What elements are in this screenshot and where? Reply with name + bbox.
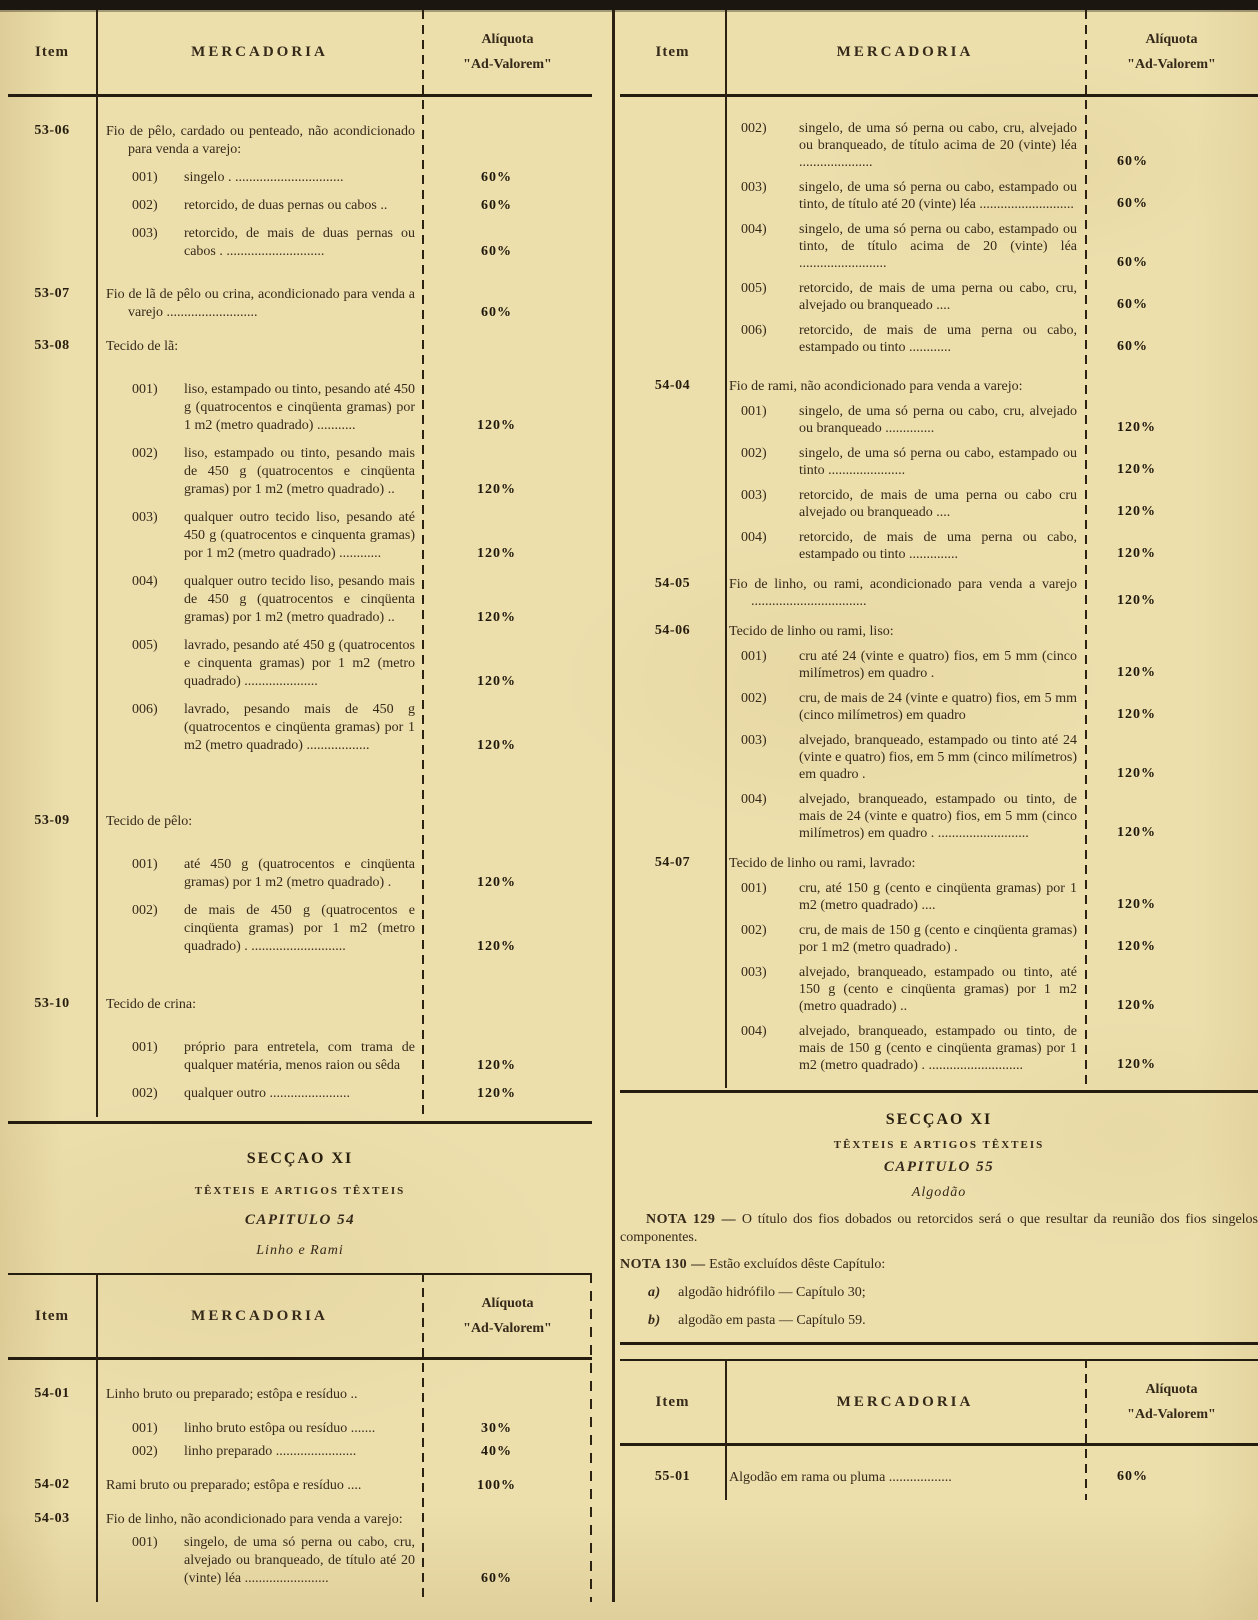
table-row [620,732,1258,783]
merchandise-cell [96,701,423,755]
divider-line [620,1342,1258,1345]
subitem-number: 005) [741,281,767,296]
advalorem-rate: 120% [1117,462,1156,477]
table-row [620,322,1258,356]
section-title: SECÇAO XI [885,1111,993,1128]
merchandise-text: Fio de lã de pêlo ou crina, acondicionado para venda a varejo .......................... [106,287,415,320]
advalorem-rate [1085,639,1258,640]
table-header [620,1359,1258,1446]
advalorem-rate [423,158,592,159]
header-mercadoria: MERCADORIA [191,1307,328,1324]
merchandise-text: retorcido, de mais de uma perna ou cabo, estampado ou tinto .............. [799,530,1077,562]
merchandise-cell [96,123,423,159]
subitem-number: 002) [741,446,767,461]
tariff-table-chapter53 [8,10,592,1117]
merchandise-text: Tecido de pêlo: [106,814,193,829]
table-row [620,1469,1258,1486]
merchandise-text: singelo . ............................... [184,170,344,185]
merchandise-cell [96,813,423,831]
merchandise-cell [96,225,423,261]
subitem-number: 006) [741,323,767,338]
table-row [620,964,1258,1015]
merchandise-text: Linho bruto ou preparado; estôpa e resíduo .. [106,1387,358,1402]
item-column-rule [96,1273,98,1602]
subitem-number: 003) [741,488,767,503]
column-divider-line [612,10,615,1602]
merchandise-cell [725,280,1085,314]
advalorem-rate: 120% [1117,897,1156,912]
merchandise-text: singelo, de uma só perna ou cabo, estampado ou tinto ...................... [799,446,1077,478]
item-column-rule [725,1359,727,1500]
merchandise-text: singelo, de uma só perna ou cabo, estampado ou tinto, de título até 20 (vinte) léa ........................... [799,180,1077,212]
subitem-number: 003) [741,180,767,195]
item-code: 53-09 [34,813,70,828]
header-item: Item [35,1307,69,1324]
merchandise-text: Algodão em rama ou pluma .................. [729,1470,952,1485]
merchandise-text: cru, de mais de 150 g (cento e cinqüenta gramas) por 1 m2 (metro quadrado) . [799,923,1077,955]
header-aliquota-line2: "Ad-Valorem" [463,57,552,72]
merchandise-cell [725,487,1085,521]
advalorem-rate: 60% [481,1571,512,1586]
advalorem-rate: 120% [477,875,516,890]
merchandise-text: cru até 24 (vinte e quatro) fios, em 5 mm (cinco milímetros) em quadro . [799,649,1077,681]
table-row [620,221,1258,272]
item-code: 54-06 [654,623,691,638]
merchandise-cell [96,509,423,563]
header-item: Item [655,43,690,60]
subitem-number: 001) [741,404,767,419]
section-subtitle: TÊXTEIS E ARTIGOS TÊXTEIS [194,1185,406,1197]
table-body [620,1446,1258,1500]
merchandise-text: singelo, de uma só perna ou cabo, estampado ou tinto, de título acima de 20 (vinte) léa ......................... [799,222,1077,271]
header-item: Item [35,43,69,60]
item-code: 54-02 [34,1477,70,1492]
advalorem-rate: 100% [477,1478,516,1493]
merchandise-text: singelo, de uma só perna ou cabo, cru, alvejado ou branqueado, de título até 20 (vinte) léa ........................ [184,1535,415,1586]
advalorem-rate: 60% [1117,255,1148,270]
chapter-note [620,1312,1258,1330]
advalorem-rate: 120% [1117,1057,1156,1072]
advalorem-rate: 60% [1117,154,1148,169]
merchandise-cell [725,791,1085,842]
header-aliquota-line2: "Ad-Valorem" [1127,1407,1216,1422]
subitem-number: 002) [132,1444,158,1459]
subitem-number: 005) [132,638,158,653]
merchandise-cell [725,1469,1085,1486]
tariff-table-chapter54-cont [620,10,1258,1088]
item-code: 55-01 [654,1469,691,1484]
advalorem-rate: 30% [481,1421,512,1436]
item-code: 53-10 [34,996,70,1011]
table-row [620,120,1258,171]
chapter-title: CAPITULO 55 [883,1159,995,1175]
merchandise-text: até 450 g (quatrocentos e cinqüenta gramas) por 1 m2 (metro quadrado) . [184,857,415,890]
note-label: a) [648,1285,661,1300]
merchandise-text: singelo, de uma só perna ou cabo, cru, alvejado ou branqueado .............. [799,404,1077,436]
merchandise-cell [725,221,1085,272]
header-aliquota [423,27,592,77]
subitem-number: 001) [741,649,767,664]
merchandise-text: cru, até 150 g (cento e cinqüenta gramas) por 1 m2 (metro quadrado) .... [799,881,1077,913]
advalorem-rate: 120% [477,418,516,433]
merchandise-cell [725,576,1085,610]
advalorem-rate: 60% [481,198,512,213]
advalorem-rate: 120% [477,674,516,689]
merchandise-cell [96,902,423,956]
table-row [620,179,1258,213]
merchandise-text: retorcido, de mais de uma perna ou cabo, cru, alvejado ou branqueado .... [799,281,1077,313]
subitem-number: 003) [741,965,767,980]
item-code: 53-08 [34,338,70,353]
note-label: NOTA 130 — [620,1257,706,1272]
advalorem-rate: 60% [1117,196,1148,211]
advalorem-rate: 120% [477,546,516,561]
subitem-number: 001) [132,382,158,397]
chapter-name: Algodão [911,1185,967,1200]
table-right-edge-dashed [590,1273,592,1602]
merchandise-cell [725,732,1085,783]
advalorem-rate: 60% [1117,297,1148,312]
section-heading-ch55 [620,1111,1258,1201]
merchandise-cell [725,378,1085,395]
chapter-note [620,1256,1258,1274]
subitem-number: 003) [132,226,158,241]
merchandise-text: retorcido, de mais de uma perna ou cabo cru alvejado ou branqueado .... [799,488,1077,520]
tariff-table-chapter55 [620,1359,1258,1500]
merchandise-text: liso, estampado ou tinto, pesando mais de 450 g (quatrocentos e cinqüenta gramas) por 1 m2 (metro quadrado) .. [184,446,415,497]
merchandise-cell [96,996,423,1014]
table-row [620,403,1258,437]
merchandise-text: alvejado, branqueado, estampado ou tinto até 24 (vinte e quatro) fios, em 5 mm (cinco milímetros) em quadro . [799,733,1077,782]
merchandise-cell [725,1023,1085,1074]
merchandise-cell [96,1534,423,1588]
merchandise-text: Tecido de linho ou rami, liso: [729,624,894,639]
advalorem-rate: 120% [1117,546,1156,561]
merchandise-text: Tecido de lã: [106,339,179,354]
merchandise-text: Fio de pêlo, cardado ou penteado, não acondicionado para venda a varejo: [106,124,415,157]
table-row [620,791,1258,842]
header-aliquota-line1: Alíquota [1145,32,1198,47]
merchandise-text: Fio de linho, ou rami, acondicionado para venda a varejo ................................. [729,577,1077,609]
item-code: 54-01 [34,1386,70,1401]
chapter-notes [620,1211,1258,1330]
advalorem-rate: 120% [1117,420,1156,435]
subitem-number: 002) [741,923,767,938]
subitem-number: 004) [741,792,767,807]
merchandise-text: Rami bruto ou preparado; estôpa e resíduo .... [106,1478,362,1493]
advalorem-rate [1085,394,1258,395]
subitem-number: 001) [132,170,158,185]
advalorem-rate: 120% [1117,707,1156,722]
merchandise-text: qualquer outro tecido liso, pesando mais de 450 g (quatrocentos e cinqüenta gramas) por 1 m2 (metro quadrado) .. [184,574,415,625]
merchandise-text: liso, estampado ou tinto, pesando até 450 g (quatrocentos e cinqüenta gramas) por 1 m2 (metro quadrado) ........... [184,382,415,433]
subitem-number: 002) [132,446,158,461]
scan-top-edge [0,0,1258,10]
table-row [620,280,1258,314]
merchandise-cell [96,1085,423,1103]
subitem-number: 003) [132,510,158,525]
advalorem-rate: 120% [477,939,516,954]
merchandise-text: próprio para entretela, com trama de qualquer matéria, menos raion ou sêda [184,1040,415,1073]
rate-column-rule-dashed [422,1273,424,1602]
advalorem-rate [1085,871,1258,872]
advalorem-rate [423,830,592,831]
header-mercadoria: MERCADORIA [191,43,328,60]
advalorem-rate: 120% [1117,998,1156,1013]
advalorem-rate: 120% [477,1086,516,1101]
header-item: Item [655,1393,690,1410]
merchandise-text: alvejado, branqueado, estampado ou tinto, até 150 g (cento e cinqüenta gramas) por 1 m2 (metro quadrado) .. [799,965,1077,1014]
merchandise-cell [96,338,423,356]
subitem-number: 003) [741,733,767,748]
table-header [620,10,1258,97]
chapter-title: CAPITULO 54 [244,1212,356,1228]
subitem-number: 001) [132,1421,158,1436]
advalorem-rate: 120% [477,738,516,753]
advalorem-rate: 120% [477,610,516,625]
rate-column-rule-dashed [1085,1359,1087,1500]
note-label: NOTA 129 — [646,1212,737,1227]
merchandise-text: retorcido, de mais de duas pernas ou cabos . ............................ [184,226,415,259]
subitem-number: 004) [132,574,158,589]
merchandise-text: singelo, de uma só perna ou cabo, cru, alvejado ou branqueado, de título acima de 20 (vinte) léa ..................... [799,121,1077,170]
advalorem-rate [423,1403,592,1404]
merchandise-cell [96,1511,423,1529]
note-text: Estão excluídos dêste Capítulo: [709,1257,886,1272]
advalorem-rate: 120% [1117,825,1156,840]
table-row [620,855,1258,872]
header-aliquota [423,1291,592,1341]
header-aliquota-line2: "Ad-Valorem" [1127,57,1216,72]
section-subtitle: TÊXTEIS E ARTIGOS TÊXTEIS [833,1139,1045,1151]
subitem-number: 002) [132,1086,158,1101]
merchandise-cell [725,855,1085,872]
merchandise-text: lavrado, pesando até 450 g (quatrocentos e cinquenta gramas) por 1 m2 (metro quadrado) ..................... [184,638,415,689]
header-aliquota-line1: Alíquota [1145,1382,1198,1397]
note-text: O título dos fios dobados ou retorcidos será o que resultar da reunião dos fios singelos componentes. [620,1212,1258,1245]
merchandise-cell [96,1386,423,1404]
note-label: b) [648,1313,661,1328]
merchandise-cell [96,573,423,627]
tariff-table-chapter54 [8,1273,592,1602]
rate-column-rule-dashed [422,10,424,1117]
merchandise-cell [725,179,1085,213]
chapter-name: Linho e Rami [256,1243,344,1258]
item-code: 54-05 [654,576,691,591]
table-row [620,648,1258,682]
merchandise-text: linho bruto estôpa ou resíduo ....... [184,1421,376,1436]
divider-line [620,1090,1258,1093]
merchandise-cell [725,922,1085,956]
merchandise-cell [96,1477,423,1495]
subitem-number: 001) [132,857,158,872]
merchandise-text: qualquer outro ....................... [184,1086,351,1101]
merchandise-cell [725,690,1085,724]
merchandise-cell [96,445,423,499]
rate-column-rule-dashed [1085,10,1087,1088]
merchandise-text: retorcido, de duas pernas ou cabos .. [184,198,388,213]
advalorem-rate [423,1528,592,1529]
merchandise-text: lavrado, pesando mais de 450 g (quatrocentos e cinqüenta gramas) por 1 m2 (metro quadrado) .................. [184,702,415,753]
subitem-number: 004) [741,222,767,237]
advalorem-rate: 120% [1117,665,1156,680]
merchandise-cell [96,381,423,435]
advalorem-rate: 60% [1117,339,1148,354]
item-code: 54-03 [34,1511,70,1526]
table-row [620,576,1258,610]
merchandise-cell [725,623,1085,640]
merchandise-cell [96,637,423,691]
merchandise-text: retorcido, de mais de uma perna ou cabo, estampado ou tinto ............ [799,323,1077,355]
merchandise-text: alvejado, branqueado, estampado ou tinto, de mais de 150 g (cento e cinqüenta gramas) por 1 m2 (metro quadrado) . ........................... [799,1024,1077,1073]
advalorem-rate: 60% [481,305,512,320]
subitem-number: 001) [741,881,767,896]
merchandise-cell [725,964,1085,1015]
item-column-rule [725,10,727,1088]
merchandise-cell [96,286,423,322]
advalorem-rate: 60% [481,170,512,185]
chapter-note [620,1284,1258,1302]
header-aliquota-line2: "Ad-Valorem" [463,1321,552,1336]
merchandise-text: Tecido de linho ou rami, lavrado: [729,856,916,871]
header-mercadoria: MERCADORIA [836,1393,974,1410]
subitem-number: 002) [132,903,158,918]
subitem-number: 004) [741,1024,767,1039]
merchandise-cell [725,322,1085,356]
section-heading-ch54 [8,1150,592,1259]
left-column [8,10,592,1602]
advalorem-rate [423,1013,592,1014]
advalorem-rate: 120% [477,482,516,497]
item-code: 54-04 [654,378,691,393]
subitem-number: 001) [132,1535,158,1550]
table-row [620,1023,1258,1074]
merchandise-cell [96,169,423,187]
subitem-number: 002) [741,121,767,136]
header-aliquota [1085,1377,1258,1427]
subitem-number: 002) [132,198,158,213]
table-row [620,922,1258,956]
merchandise-cell [96,197,423,215]
merchandise-text: qualquer outro tecido liso, pesando até 450 g (quatrocentos e cinquenta gramas) por 1 m2 (metro quadrado) ............ [184,510,415,561]
table-row [620,445,1258,479]
merchandise-text: Fio de rami, não acondicionado para venda a varejo: [729,379,1023,394]
item-column-rule [96,10,98,1117]
table-row [620,690,1258,724]
advalorem-rate: 120% [1117,939,1156,954]
table-row [620,880,1258,914]
subitem-number: 004) [741,530,767,545]
merchandise-text: cru, de mais de 24 (vinte e quatro) fios, em 5 mm (cinco milímetros) em quadro [799,691,1077,723]
merchandise-cell [96,856,423,892]
table-body [620,97,1258,1088]
merchandise-cell [725,880,1085,914]
advalorem-rate: 60% [1117,1469,1148,1484]
merchandise-text: Fio de linho, não acondicionado para venda a varejo: [106,1512,403,1527]
merchandise-cell [96,1443,423,1461]
advalorem-rate: 120% [1117,766,1156,781]
header-aliquota-line1: Alíquota [481,1296,534,1311]
item-code: 53-06 [34,123,70,138]
table-row [620,623,1258,640]
merchandise-text: linho preparado ....................... [184,1444,357,1459]
merchandise-cell [725,120,1085,171]
header-aliquota [1085,27,1258,77]
merchandise-cell [96,1420,423,1438]
note-text: algodão hidrófilo — Capítulo 30; [678,1285,866,1300]
advalorem-rate: 120% [1117,593,1156,608]
merchandise-cell [725,403,1085,437]
table-row [620,487,1258,521]
merchandise-cell [96,1039,423,1075]
subitem-number: 006) [132,702,158,717]
merchandise-cell [725,445,1085,479]
advalorem-rate: 40% [481,1444,512,1459]
merchandise-text: de mais de 450 g (quatrocentos e cinqüenta gramas) por 1 m2 (metro quadrado) . ........................... [184,903,415,954]
header-aliquota-line1: Alíquota [481,32,534,47]
advalorem-rate [423,355,592,356]
advalorem-rate: 60% [481,244,512,259]
advalorem-rate: 120% [477,1058,516,1073]
merchandise-text: alvejado, branqueado, estampado ou tinto, de mais de 24 (vinte e quatro) fios, em 5 mm (cinco milímetros) em quadro . .......................... [799,792,1077,841]
subitem-number: 001) [132,1040,158,1055]
merchandise-cell [725,648,1085,682]
section-title: SECÇAO XI [246,1150,354,1167]
merchandise-cell [725,529,1085,563]
header-mercadoria: MERCADORIA [836,43,974,60]
item-code: 53-07 [34,286,70,301]
note-text: algodão em pasta — Capítulo 59. [678,1313,866,1328]
chapter-note [620,1211,1258,1247]
merchandise-text: Tecido de crina: [106,997,196,1012]
item-code: 54-07 [654,855,691,870]
table-row [620,378,1258,395]
right-column [620,10,1258,1500]
subitem-number: 002) [741,691,767,706]
table-row [620,529,1258,563]
advalorem-rate: 120% [1117,504,1156,519]
divider-line [8,1121,592,1124]
